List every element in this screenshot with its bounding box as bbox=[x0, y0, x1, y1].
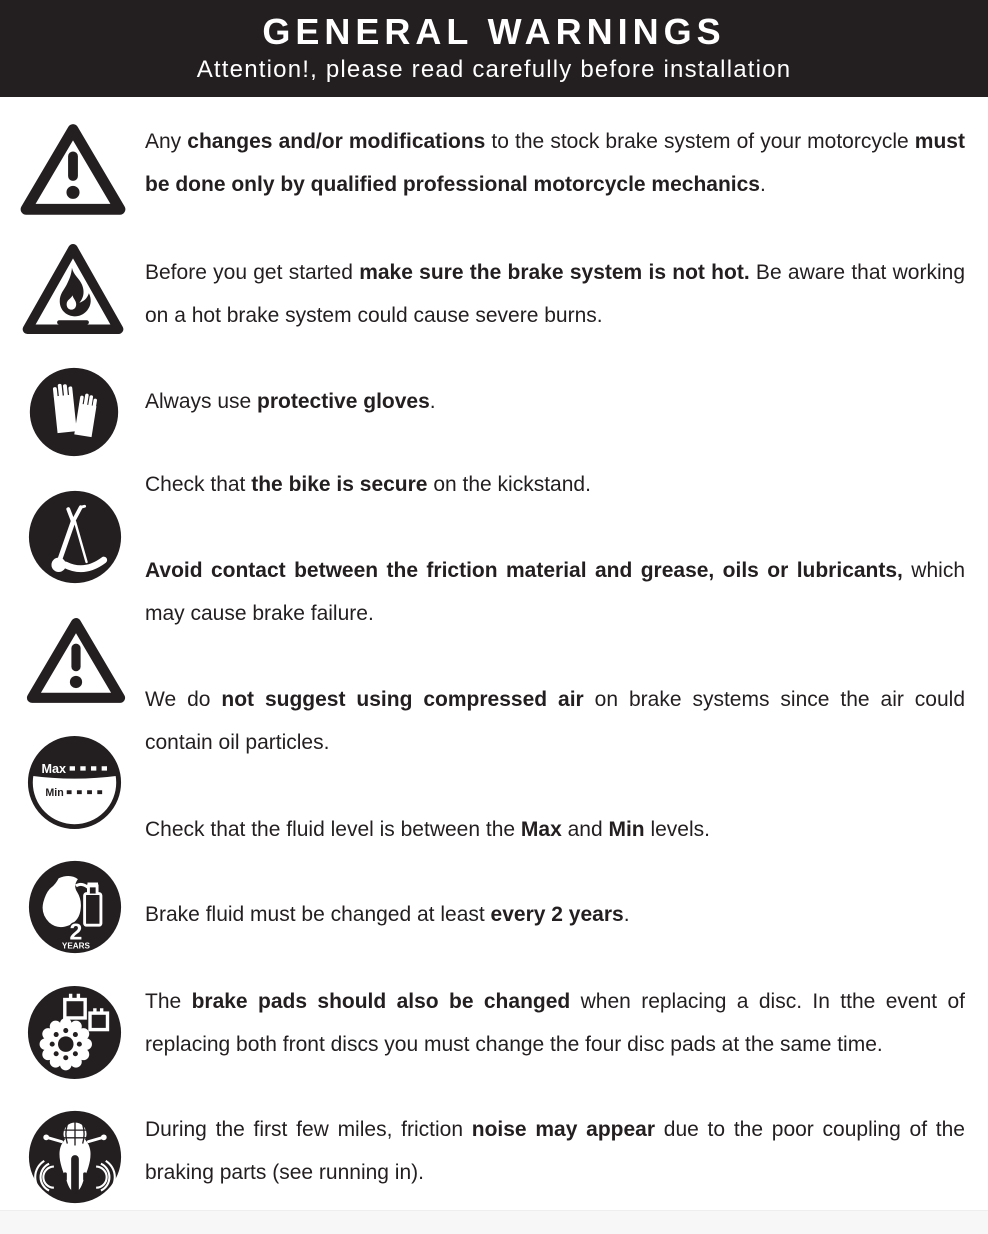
motorcycle-noise-icon bbox=[27, 1109, 123, 1205]
page-subtitle: Attention!, please read carefully before installation bbox=[196, 56, 792, 83]
brake-fluid-2-years-icon bbox=[27, 859, 123, 955]
flammable-triangle-icon bbox=[20, 238, 126, 340]
protective-gloves-icon bbox=[28, 366, 120, 458]
header-banner bbox=[0, 0, 988, 97]
warning-text-running-noise: During the first few miles, friction noise may appear due to the poor coupling of the braking parts (see running in). bbox=[145, 1118, 965, 1184]
min-label: Min bbox=[45, 787, 64, 800]
warning-triangle-icon bbox=[18, 122, 128, 218]
warning-text-kickstand: Check that the bike is secure on the kickstand. bbox=[145, 473, 591, 496]
warning-text-fluid-level: Check that the fluid level is between the Max and Min levels. bbox=[145, 818, 710, 841]
warning-text-compressed-air: We do not suggest using compressed air on brake systems since the air could contain oil particles. bbox=[145, 688, 966, 754]
warning-text-hot-system: Before you get started make sure the brake system is not hot. Be aware that working on a hot brake system could cause severe burns. bbox=[145, 261, 965, 327]
warning-text-fluid-change: Brake fluid must be changed at least every 2 years. bbox=[145, 903, 630, 926]
two-years-unit: YEARS bbox=[61, 941, 91, 951]
two-years-number: 2 bbox=[69, 918, 83, 945]
warning-text-brake-pads: The brake pads should also be changed when replacing a disc. In tthe event of replacing both front discs you must change the four disc pads at the same time. bbox=[145, 990, 965, 1056]
kickstand-icon bbox=[27, 489, 123, 585]
warning-text-modifications: Any changes and/or modifications to the stock brake system of your motorcycle must be done only by qualified professional motorcycle mechanics. bbox=[145, 130, 965, 196]
warning-text-gloves: Always use protective gloves. bbox=[145, 390, 436, 413]
warning-text-friction-contact: Avoid contact between the friction material and grease, oils or lubricants, which may cause brake failure. bbox=[145, 559, 965, 625]
page-bottom-band bbox=[0, 1210, 988, 1234]
warning-triangle-icon bbox=[24, 616, 128, 706]
brake-disc-pads-icon bbox=[26, 984, 123, 1081]
fluid-level-max-min-icon bbox=[26, 734, 123, 831]
max-label: Max bbox=[41, 761, 67, 776]
page-title: GENERAL WARNINGS bbox=[262, 11, 726, 52]
